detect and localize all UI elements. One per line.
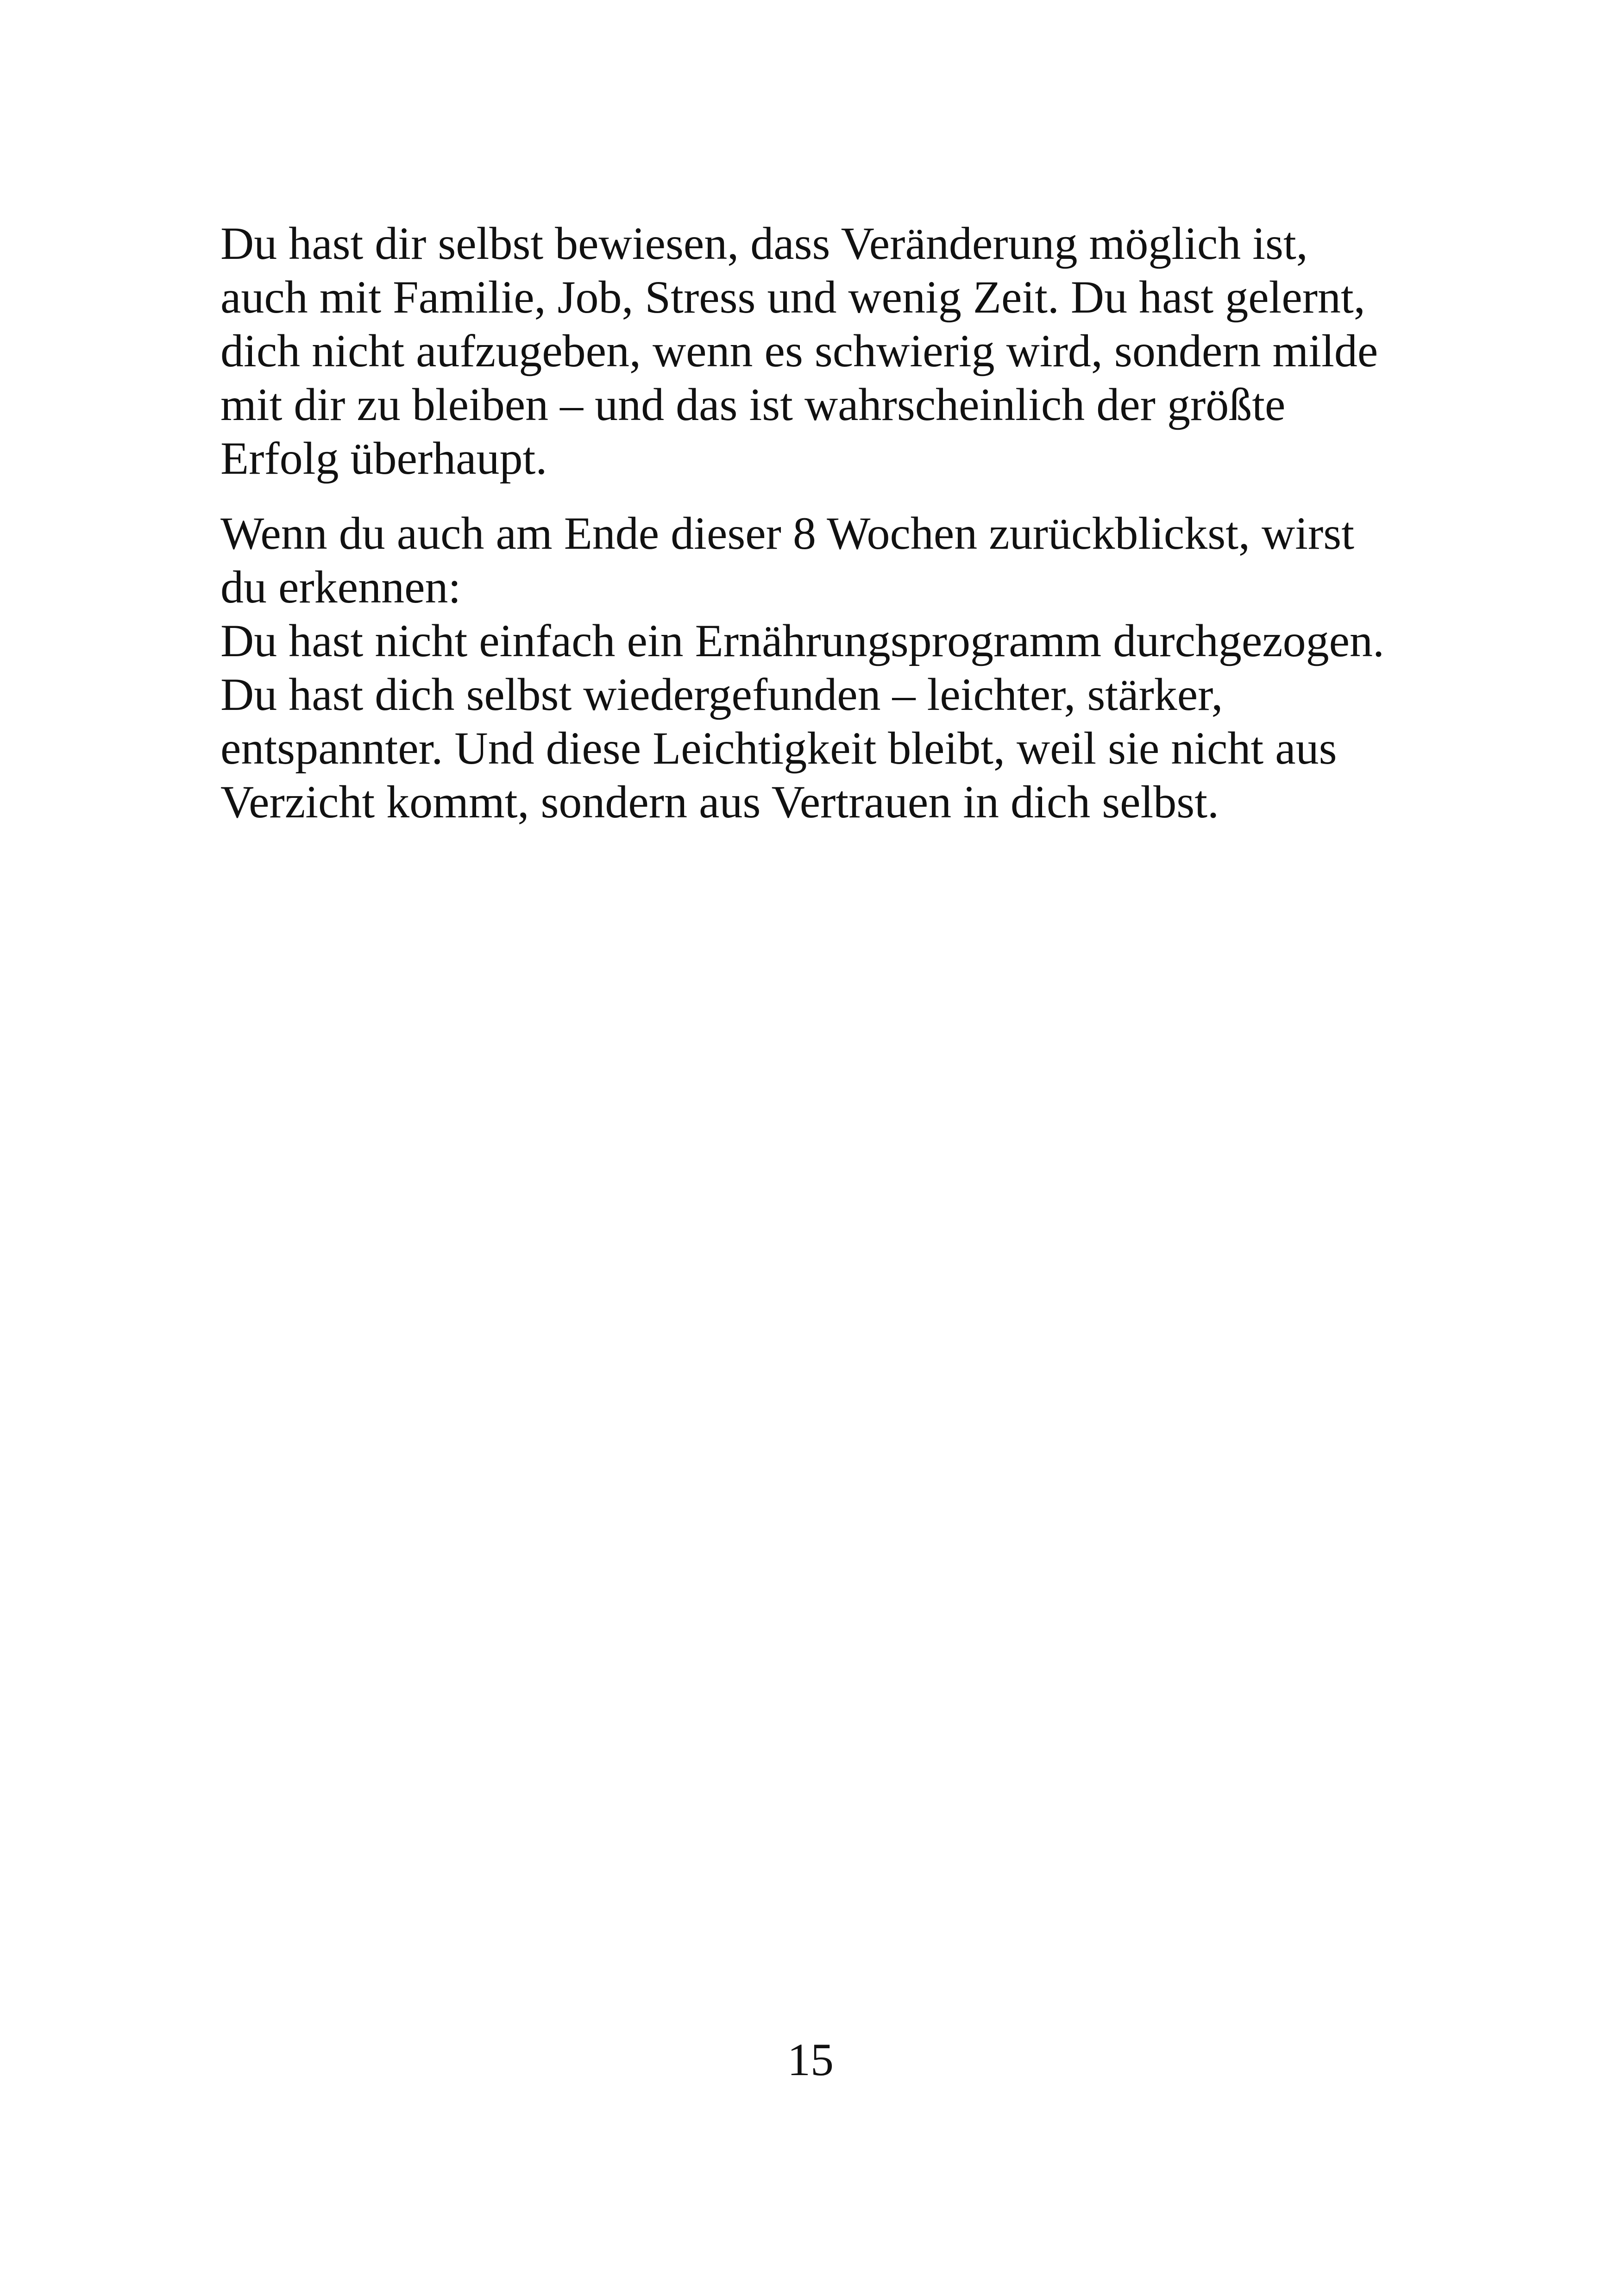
page-number: 15 <box>787 2034 834 2085</box>
text-line: entspannter. Und diese Leichtigkeit bleibt, weil sie nicht aus <box>220 722 1337 774</box>
paragraph-1 <box>220 217 1434 485</box>
text-line: Verzicht kommt, sondern aus Vertrauen in dich selbst. <box>220 776 1219 828</box>
text-line: dich nicht aufzugeben, wenn es schwierig wird, sondern milde <box>220 325 1378 376</box>
paragraph-2 <box>220 507 1434 829</box>
text-line: mit dir zu bleiben – und das ist wahrscheinlich der größte <box>220 379 1286 430</box>
text-line: Du hast nicht einfach ein Ernährungsprogramm durchgezogen. <box>220 615 1385 666</box>
text-line: Erfolg überhaupt. <box>220 433 547 484</box>
text-line: Du hast dir selbst bewiesen, dass Veränderung möglich ist, <box>220 218 1308 269</box>
text-line: auch mit Familie, Job, Stress und wenig Zeit. Du hast gelernt, <box>220 271 1365 323</box>
text-line: Wenn du auch am Ende dieser 8 Wochen zurückblickst, wirst <box>220 508 1354 559</box>
paragraph-spacer <box>220 485 1434 507</box>
text-line: du erkennen: <box>220 561 461 613</box>
text-line: Du hast dich selbst wiedergefunden – leichter, stärker, <box>220 669 1223 720</box>
body-text <box>220 217 1434 829</box>
